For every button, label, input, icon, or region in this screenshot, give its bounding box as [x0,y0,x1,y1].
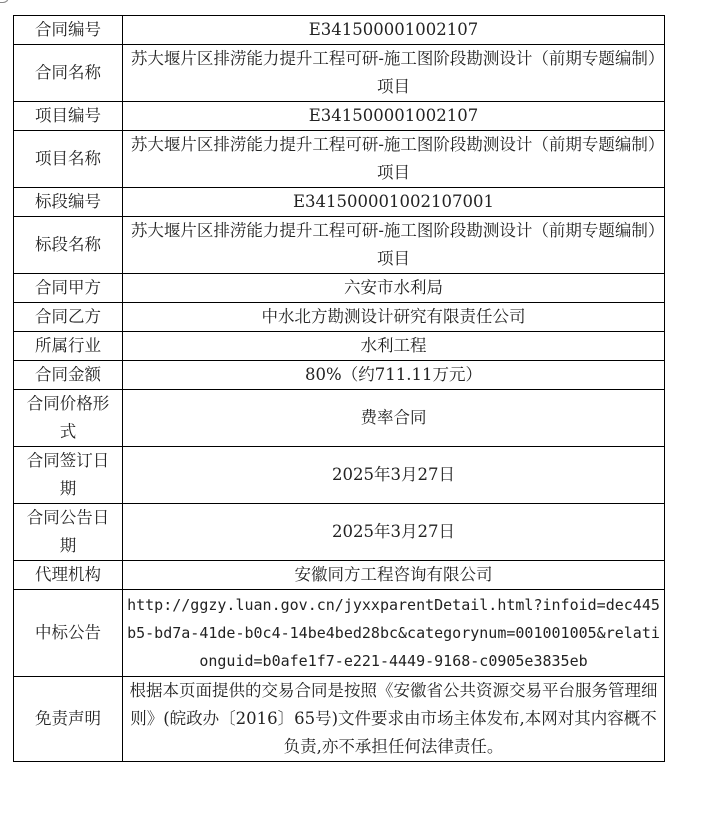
row-value-agency: 安徽同方工程咨询有限公司 [123,561,665,590]
table-row [14,561,665,590]
row-label-price-form: 合同价格形式 [14,390,123,447]
table-row [14,217,665,274]
table-row [14,447,665,504]
row-value-contract-amount: 80%（约711.11万元） [123,361,665,390]
row-value-party-a: 六安市水利局 [123,274,665,303]
row-label-announcement-date: 合同公告日期 [14,504,123,561]
row-value-industry: 水利工程 [123,332,665,361]
row-label-contract-name: 合同名称 [14,45,123,102]
row-label-section-name: 标段名称 [14,217,123,274]
table-row [14,390,665,447]
table-row [14,274,665,303]
row-value-contract-name: 苏大堰片区排涝能力提升工程可研-施工图阶段勘测设计（前期专题编制）项目 [123,45,665,102]
row-label-contract-number: 合同编号 [14,16,123,45]
row-value-section-number: E341500001002107001 [123,188,665,217]
row-label-signing-date: 合同签订日期 [14,447,123,504]
row-label-project-name: 项目名称 [14,131,123,188]
bid-announcement-link[interactable]: http://ggzy.luan.gov.cn/jyxxparentDetail.html?infoid=dec445b5-bd7a-41de-b0c4-14be4bed28bc&categorynum=001001005&relationguid=b0afe1f7-e221-4449-9168-c0905e3835eb [123,590,665,677]
table-row [14,332,665,361]
row-value-contract-number: E341500001002107 [123,16,665,45]
row-label-contract-amount: 合同金额 [14,361,123,390]
table-row [14,188,665,217]
table-row [14,504,665,561]
table-row [14,45,665,102]
row-value-price-form: 费率合同 [123,390,665,447]
row-label-agency: 代理机构 [14,561,123,590]
row-value-project-number: E341500001002107 [123,102,665,131]
row-value-party-b: 中水北方勘测设计研究有限责任公司 [123,303,665,332]
table-row [14,677,665,762]
row-label-party-b: 合同乙方 [14,303,123,332]
table-row [14,16,665,45]
row-label-disclaimer: 免责声明 [14,677,123,762]
row-value-section-name: 苏大堰片区排涝能力提升工程可研-施工图阶段勘测设计（前期专题编制）项目 [123,217,665,274]
row-label-section-number: 标段编号 [14,188,123,217]
table-row [14,102,665,131]
table-row [14,361,665,390]
table-row [14,131,665,188]
table-row [14,303,665,332]
table-row [14,590,665,677]
contract-info-table [13,15,665,762]
row-label-industry: 所属行业 [14,332,123,361]
row-value-announcement-date: 2025年3月27日 [123,504,665,561]
row-label-party-a: 合同甲方 [14,274,123,303]
row-value-disclaimer: 根据本页面提供的交易合同是按照《安徽省公共资源交易平台服务管理细则》(皖政办〔2016〕65号)文件要求由市场主体发布,本网对其内容概不负责,亦不承担任何法律责任。 [123,677,665,762]
row-label-bid-announcement: 中标公告 [14,590,123,677]
row-label-project-number: 项目编号 [14,102,123,131]
row-value-project-name: 苏大堰片区排涝能力提升工程可研-施工图阶段勘测设计（前期专题编制）项目 [123,131,665,188]
row-value-signing-date: 2025年3月27日 [123,447,665,504]
corner-mark [0,0,9,3]
